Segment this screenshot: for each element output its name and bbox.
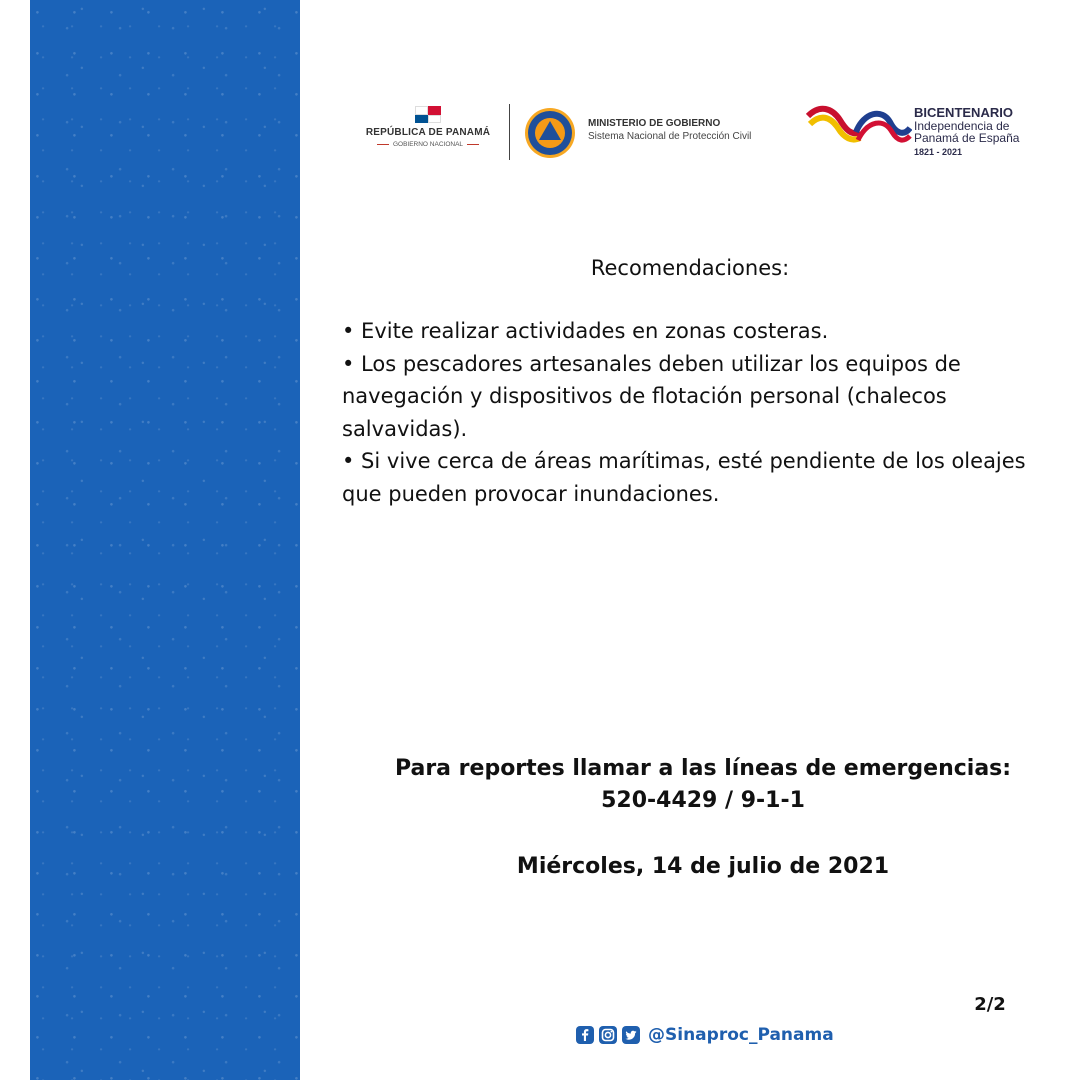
- panama-flag-icon: [415, 106, 441, 123]
- bicentenario-line1: Independencia de: [914, 118, 1010, 133]
- recommendations-list: [342, 315, 1042, 510]
- social-handle[interactable]: @Sinaproc_Panama: [648, 1025, 834, 1045]
- instagram-icon: [599, 1026, 617, 1044]
- twitter-icon: [622, 1026, 640, 1044]
- bicentenario-years: 1821 - 2021: [914, 146, 963, 157]
- social-footer: [576, 1024, 834, 1046]
- republica-panama-logo: [360, 106, 496, 160]
- bicentenario-line2: Panamá de España: [914, 131, 1020, 146]
- ministerio-block: [588, 118, 751, 142]
- bicentenario-ribbon-icon: [806, 102, 912, 150]
- bicentenario-text: [914, 106, 1019, 157]
- emergency-line: Para reportes llamar a las líneas de emergencias:: [394, 756, 1012, 781]
- header-divider: [509, 104, 510, 160]
- ministerio-title: MINISTERIO DE GOBIERNO: [588, 118, 721, 129]
- republica-title: REPÚBLICA DE PANAMÁ: [365, 127, 491, 138]
- ministerio-subtitle: Sistema Nacional de Protección Civil: [588, 131, 752, 142]
- left-margin: [0, 0, 30, 1080]
- publication-date: Miércoles, 14 de julio de 2021: [516, 854, 890, 879]
- sinaproc-emblem-icon: [524, 107, 576, 159]
- emergency-numbers: 520-4429 / 9-1-1: [601, 788, 805, 813]
- page-number: 2/2: [974, 994, 1006, 1015]
- bicentenario-title: BICENTENARIO: [914, 105, 1013, 120]
- facebook-icon: [576, 1026, 594, 1044]
- gobierno-nacional-label: GOBIERNO NACIONAL: [360, 141, 496, 148]
- recommendation-item: • Si vive cerca de áreas marítimas, esté pendiente de los oleajes que pueden provocar inundaciones.: [342, 449, 1039, 506]
- recommendation-item: • Los pescadores artesanales deben utilizar los equipos de navegación y dispositivos de flotación personal (chalecos salvavidas).: [342, 351, 961, 441]
- recommendations-heading: Recomendaciones:: [590, 256, 790, 280]
- blue-side-band: [30, 0, 300, 1080]
- emergency-block: [340, 753, 1066, 817]
- recommendation-item: • Evite realizar actividades en zonas costeras.: [342, 319, 829, 343]
